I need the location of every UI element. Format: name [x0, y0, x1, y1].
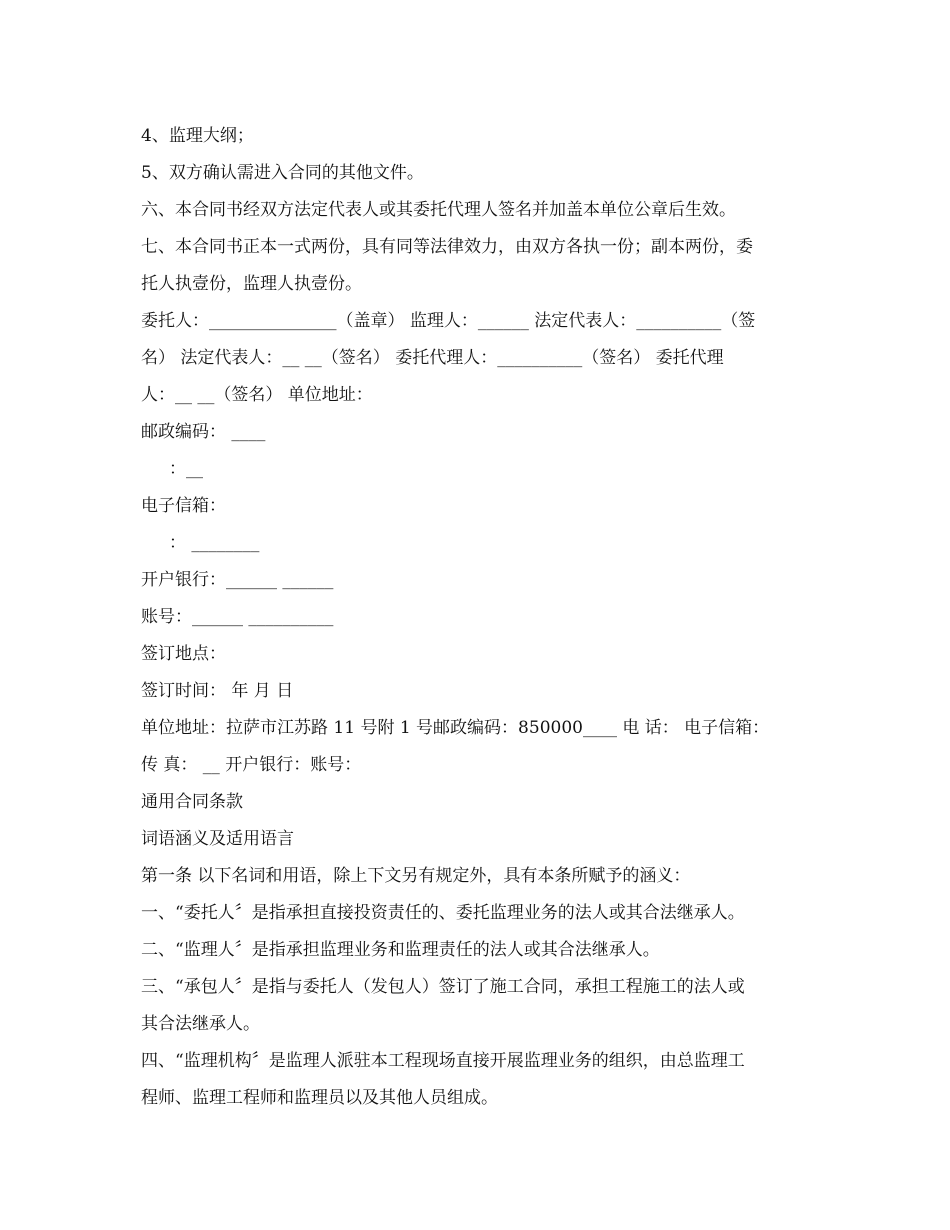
signature-line: 委托人：_______________（盖章） 监理人：______ 法定代表人：__________（签 [141, 311, 756, 331]
definition-line: 三、“承包人〞是指与委托人（发包人）签订了施工合同，承担工程施工的法人或 [141, 977, 745, 997]
definition-line: 程师、监理工程师和监理员以及其他人员组成。 [141, 1088, 498, 1108]
clause-copies: 七、本合同书正本一式两份，具有同等法律效力，由双方各执一份；副本两份，委 [141, 237, 753, 257]
document-body [141, 118, 811, 1117]
text-line: ： ________ [169, 533, 260, 553]
section-subheading: 词语涵义及适用语言 [141, 829, 294, 849]
text-line: 4、监理大纲； [141, 126, 254, 146]
text-line: 5、双方确认需进入合同的其他文件。 [141, 163, 424, 183]
signing-place-line: 签订地点： [141, 644, 226, 664]
text-line: 托人执壹份，监理人执壹份。 [141, 274, 362, 294]
fax-line: 传 真： __ 开户银行：账号： [141, 755, 362, 775]
address-line: 单位地址：拉萨市江苏路 11 号附 1 号邮政编码：850000____ 电 话： 电子信箱： [141, 718, 770, 738]
signature-line: 名） 法定代表人：__ __（签名） 委托代理人：__________（签名） 委托代理 [141, 348, 724, 368]
email-line: 电子信箱： [141, 496, 226, 516]
definition-line: 一、“委托人〞是指承担直接投资责任的、委托监理业务的法人或其合法继承人。 [141, 903, 745, 923]
section-heading: 通用合同条款 [141, 792, 243, 812]
article-line: 第一条 以下名词和用语，除上下文另有规定外，具有本条所赋予的涵义： [141, 866, 691, 886]
definition-line: 二、“监理人〞是指承担监理业务和监理责任的法人或其合法继承人。 [141, 940, 660, 960]
definition-line: 其合法继承人。 [141, 1014, 260, 1034]
account-line: 账号：______ __________ [141, 607, 334, 627]
bank-line: 开户银行：______ ______ [141, 570, 334, 590]
signing-time-line: 签订时间： 年 月 日 [141, 681, 294, 701]
clause-effective: 六、本合同书经双方法定代表人或其委托代理人签名并加盖本单位公章后生效。 [141, 200, 736, 220]
definition-line: 四、“监理机构〞是监理人派驻本工程现场直接开展监理业务的组织，由总监理工 [141, 1051, 745, 1071]
text-line: ：__ [169, 459, 203, 479]
signature-line: 人：__ __（签名） 单位地址： [141, 385, 373, 405]
postal-code-line: 邮政编码： ____ [141, 422, 266, 442]
